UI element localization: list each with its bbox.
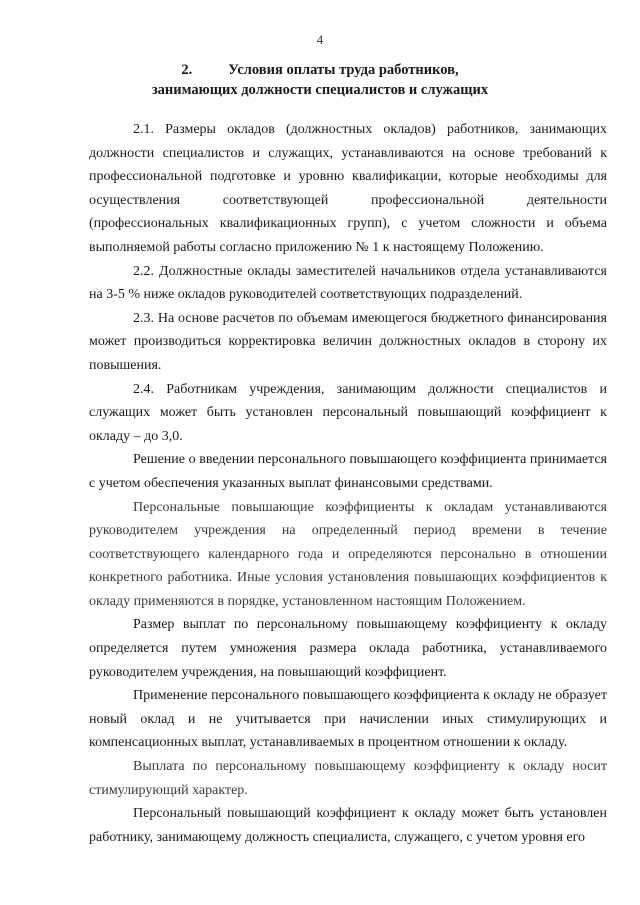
section-title-line1: Условия оплаты труда работников, [228,62,459,78]
paragraph-personal-coefficient: Персональный повышающий коэффициент к окладу может быть установлен работнику, занимающему должность специалиста, служащего, с учетом уровня его [89,806,607,845]
section-heading [0,60,640,100]
section-title-line2: занимающих должности специалистов и служащих [151,82,489,98]
paragraph-decision: Решение о введении персонального повышающего коэффициента принимается с учетом обеспечения указанных выплат финансовыми средствами. [89,452,607,491]
paragraph-coefficients: Персональные повышающие коэффициенты к окладам устанавливаются руководителем учреждения на определенный период времени в течение соответствующего календарного года и определяются персонально в отношении конкретного работника. Иные условия установления повышающих коэффициентов к окладу применяются в порядке, установленном настоящим Положением. [89,499,607,609]
paragraph-payment-nature: Выплата по персональному повышающему коэффициенту к окладу носит стимулирующий характер. [89,759,607,798]
paragraph-payment-size: Размер выплат по персональному повышающему коэффициенту к окладу определяется путем умножения размера оклада работника, устанавливаемого руководителем учреждения, на повышающий коэффициент. [89,617,607,680]
document-body [89,118,607,849]
paragraph-application: Применение персонального повышающего коэффициента к окладу не образует новый оклад и не учитывается при начислении иных стимулирующих и компенсационных выплат, устанавливаемых в процентном отношении к окладу. [89,688,607,751]
paragraph-2-1: 2.1. Размеры окладов (должностных окладов) работников, занимающих должности специалистов и служащих, устанавливаются на основе требований к профессиональной подготовке и уровню квалификации, которые необходимы для осуществления соответствующей профессиональной деятельности (профессиональных квалификационных групп), с учетом сложности и объема выполняемой работы согласно приложению № 1 к настоящему Положению. [89,122,607,255]
paragraph-2-4: 2.4. Работникам учреждения, занимающим должности специалистов и служащих может быть установлен персональный повышающий коэффициент к окладу – до 3,0. [89,381,607,444]
section-heading-line1 [0,60,640,80]
section-number: 2. [181,62,193,78]
paragraph-2-3: 2.3. На основе расчетов по объемам имеющегося бюджетного финансирования может производиться корректировка величин должностных окладов в сторону их повышения. [89,310,607,373]
page-number: 4 [316,32,324,47]
paragraph-2-2: 2.2. Должностные оклады заместителей начальников отдела устанавливаются на 3-5 % ниже окладов руководителей соответствующих подразделений. [89,263,607,303]
